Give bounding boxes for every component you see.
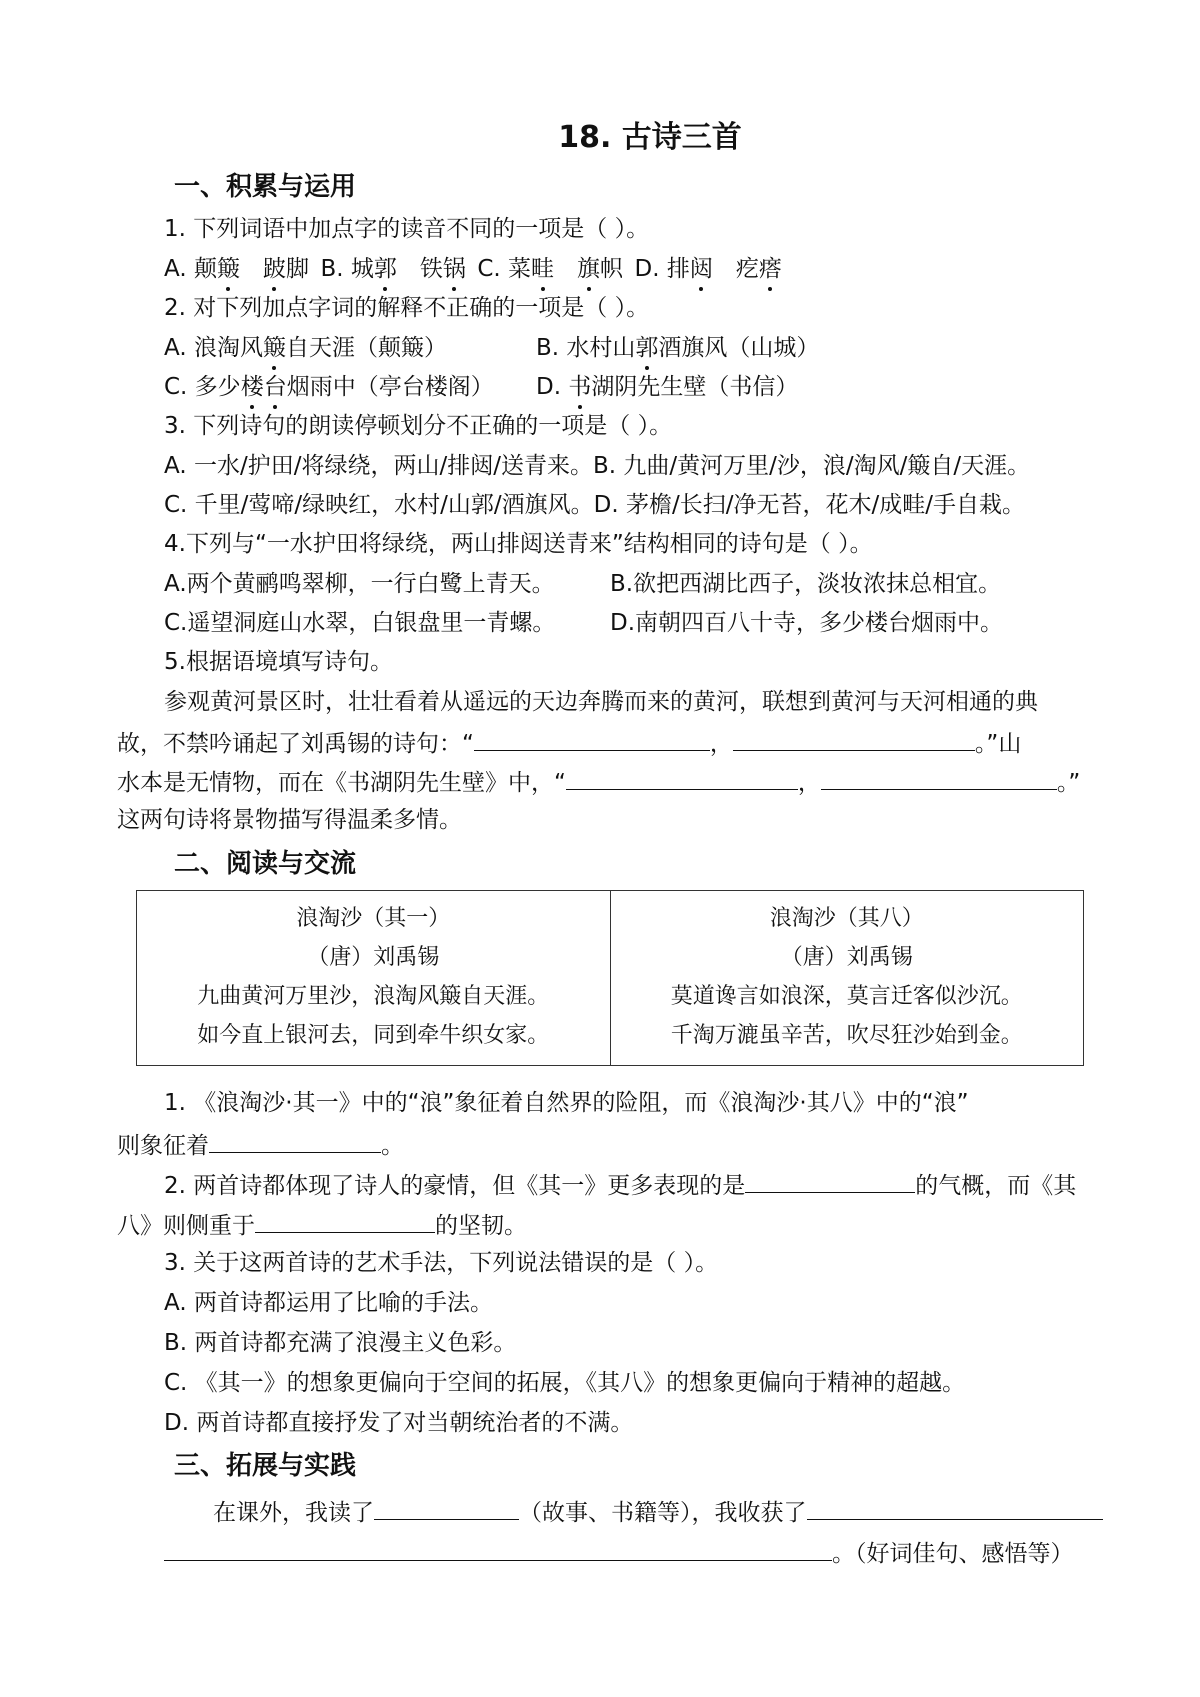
q2-option-b: B. 水村山郭酒旗风（山城） xyxy=(536,335,820,361)
q1-c-word1: 菜畦 xyxy=(508,256,555,282)
page-title: 18. 古诗三首 xyxy=(558,120,742,155)
reading-q3-option-c: C. 《其一》的想象更偏向于空间的拓展，《其八》的想象更偏向于精神的超越。 xyxy=(164,1370,966,1396)
q1-d-word1: 排闼 xyxy=(666,256,713,282)
q3-options-ab: A. 一水/护田/将绿绕，两山/排闼/送青来。B. 九曲/黄河万里/沙，浪/淘风/簸自/天涯。 xyxy=(164,453,1031,479)
answer-blank[interactable] xyxy=(807,1495,1103,1520)
extension-line2: 。（好词佳句、感悟等） xyxy=(164,1536,1074,1569)
poem-author: （唐）刘禹锡 xyxy=(780,945,913,970)
reading-q2-line2: 八》则侧重于 的坚韧。 xyxy=(117,1208,527,1241)
poem-line: 如今直上银河去，同到牵牛织女家。 xyxy=(197,1023,550,1048)
reading-q1-line2: 则象征着 。 xyxy=(117,1128,404,1161)
reading-q3-option-a: A. 两首诗都运用了比喻的手法。 xyxy=(164,1290,493,1316)
q3-stem: 3. 下列诗句的朗读停顿划分不正确的一项是（ ）。 xyxy=(164,413,673,439)
q5-context-line2: 故，不禁吟诵起了刘禹锡的诗句：“ ， 。”山 xyxy=(117,726,1021,759)
reading-q2-line1: 2. 两首诗都体现了诗人的豪情，但《其一》更多表现的是 的气概，而《其 xyxy=(164,1168,1076,1201)
answer-blank[interactable] xyxy=(474,726,710,751)
poem-title: 浪淘沙（其一） xyxy=(296,906,451,931)
q4-option-a: A.两个黄鹂鸣翠柳，一行白鹭上青天。 xyxy=(164,571,555,597)
q4-option-d: D.南朝四百八十寺，多少楼台烟雨中。 xyxy=(610,610,1004,636)
poem-cell-1 xyxy=(137,891,611,1066)
answer-blank[interactable] xyxy=(209,1128,381,1153)
poem-line: 千淘万漉虽辛苦，吹尽狂沙始到金。 xyxy=(670,1023,1023,1048)
q5-context-line4: 这两句诗将景物描写得温柔多情。 xyxy=(117,807,462,833)
q2-option-c: C. 多少楼台烟雨中（亭台楼阁） xyxy=(164,374,494,400)
poem-line: 九曲黄河万里沙，浪淘风簸自天涯。 xyxy=(197,984,550,1009)
reading-q3-stem: 3. 关于这两首诗的艺术手法，下列说法错误的是（ ）。 xyxy=(164,1250,719,1276)
answer-blank[interactable] xyxy=(745,1168,915,1193)
poem-table xyxy=(136,890,1084,1066)
q4-stem: 4.下列与“一水护田将绿绕，两山排闼送青来”结构相同的诗句是（ ）。 xyxy=(164,531,873,557)
poem-cell-2 xyxy=(610,891,1084,1066)
q2-option-a: A. 浪淘风簸自天涯（颠簸） xyxy=(164,335,447,361)
q1-a-word1: 颠簸 xyxy=(193,256,240,282)
answer-blank[interactable] xyxy=(566,765,798,790)
section-heading-1: 一、积累与运用 xyxy=(174,172,357,202)
reading-q3-option-b: B. 两首诗都充满了浪漫主义色彩。 xyxy=(164,1330,517,1356)
q4-option-c: C.遥望洞庭山水翠，白银盘里一青螺。 xyxy=(164,610,556,636)
q2-option-d: D. 书湖阴先生壁（书信） xyxy=(536,374,799,400)
q1-options: A. 颠簸 跛脚 B. 城郭 铁锅 C. 菜畦 旗帜 D. 排闼 疙瘩 xyxy=(164,256,782,282)
answer-blank[interactable] xyxy=(733,726,975,751)
q5-stem: 5.根据语境填写诗句。 xyxy=(164,649,393,675)
poem-author: （唐）刘禹锡 xyxy=(307,945,440,970)
poem-title: 浪淘沙（其八） xyxy=(769,906,924,931)
q5-context-line3: 水本是无情物，而在《书湖阴先生壁》中，“ ， 。” xyxy=(117,765,1080,798)
q1-b-word1: 城郭 xyxy=(350,256,397,282)
answer-blank[interactable] xyxy=(821,765,1057,790)
q4-option-b: B.欲把西湖比西子，淡妆浓抹总相宜。 xyxy=(610,571,1002,597)
reading-q1-line1: 1. 《浪淘沙·其一》中的“浪”象征着自然界的险阻，而《浪淘沙·其八》中的“浪” xyxy=(164,1090,969,1116)
q1-a-word2: 跛脚 xyxy=(262,256,309,282)
answer-blank[interactable] xyxy=(374,1495,519,1520)
q1-b-word2: 铁锅 xyxy=(419,256,466,282)
poem-line: 莫道谗言如浪深，莫言迁客似沙沉。 xyxy=(670,984,1023,1009)
extension-line1: 在课外，我读了 （故事、书籍等），我收获了 xyxy=(213,1495,1103,1528)
q1-stem: 1. 下列词语中加点字的读音不同的一项是（ ）。 xyxy=(164,216,650,242)
q1-d-word2: 疙瘩 xyxy=(735,256,782,282)
answer-blank[interactable] xyxy=(164,1536,832,1561)
reading-q3-option-d: D. 两首诗都直接抒发了对当朝统治者的不满。 xyxy=(164,1410,634,1436)
section-heading-2: 二、阅读与交流 xyxy=(174,849,357,879)
answer-blank[interactable] xyxy=(255,1208,435,1233)
q5-context-line1: 参观黄河景区时，壮壮看着从遥远的天边奔腾而来的黄河，联想到黄河与天河相通的典 xyxy=(164,689,1038,715)
q2-stem: 2. 对下列加点字词的解释不正确的一项是（ ）。 xyxy=(164,295,650,321)
q1-c-word2: 旗帜 xyxy=(577,256,624,282)
q3-options-cd: C. 千里/莺啼/绿映红，水村/山郭/酒旗风。D. 茅檐/长扫/净无苔，花木/成畦/手自栽。 xyxy=(164,492,1026,518)
section-heading-3: 三、拓展与实践 xyxy=(174,1451,357,1481)
